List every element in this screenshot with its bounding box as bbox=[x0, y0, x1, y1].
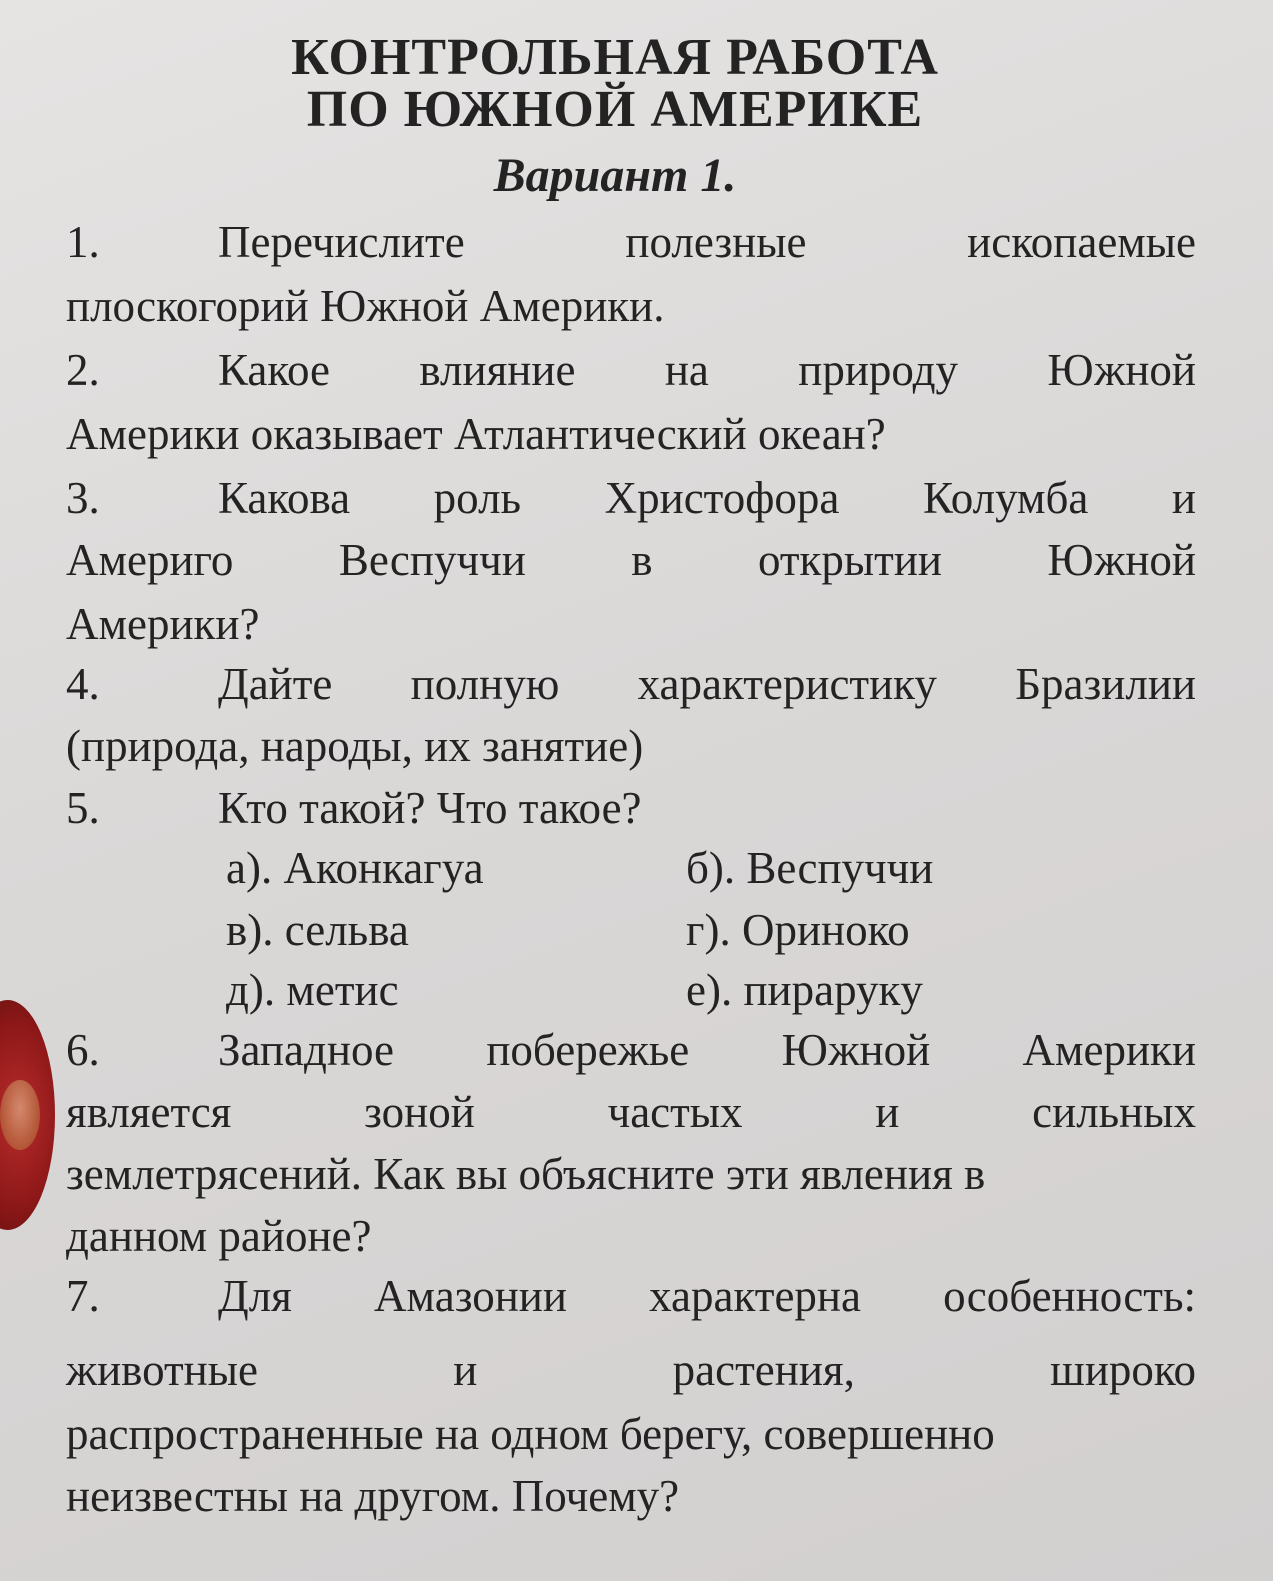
question-4-line-1: Дайте полную характеристику Бразилии bbox=[218, 659, 1196, 709]
question-3-line-3: Америки? bbox=[66, 599, 260, 649]
variant-heading: Вариант 1. bbox=[493, 149, 737, 202]
option-b: б). Веспуччи bbox=[686, 843, 934, 893]
question-5-line-1: Кто такой? Что такое? bbox=[218, 783, 642, 833]
question-1-line-2: плоскогорий Южной Америки. bbox=[66, 281, 665, 331]
question-7-line-3: распространенные на одном берегу, совершенно bbox=[66, 1409, 995, 1459]
title-line-1: КОНТРОЛЬНАЯ РАБОТА bbox=[291, 29, 939, 86]
question-3-line-2: Америго Веспуччи в открытии Южной bbox=[66, 535, 1196, 585]
question-7-number: 7. bbox=[66, 1271, 100, 1321]
question-1-number: 1. bbox=[66, 217, 100, 267]
question-7-line-1: Для Амазонии характерна особенность: bbox=[218, 1271, 1196, 1321]
title-line-2: ПО ЮЖНОЙ АМЕРИКЕ bbox=[306, 81, 924, 138]
question-6-line-1: Западное побережье Южной Америки bbox=[218, 1025, 1196, 1075]
question-3-line-1: Какова роль Христофора Колумба и bbox=[218, 473, 1196, 523]
question-4-number: 4. bbox=[66, 659, 100, 709]
option-v: в). сельва bbox=[226, 905, 409, 955]
question-2-line-1: Какое влияние на природу Южной bbox=[218, 345, 1196, 395]
option-g: г). Ориноко bbox=[686, 905, 910, 955]
question-6-line-2: является зоной частых и сильных bbox=[66, 1087, 1196, 1137]
question-4-line-2: (природа, народы, их занятие) bbox=[66, 721, 644, 771]
option-a: а). Аконкагуа bbox=[226, 843, 484, 893]
question-3-number: 3. bbox=[66, 473, 100, 523]
question-7-line-4: неизвестны на другом. Почему? bbox=[66, 1471, 680, 1521]
question-1-line-1: Перечислите полезные ископаемые bbox=[218, 217, 1196, 267]
option-e: е). пирарукy bbox=[686, 965, 923, 1015]
question-5-number: 5. bbox=[66, 783, 100, 833]
question-6-line-4: данном районе? bbox=[66, 1211, 372, 1261]
option-d: д). метис bbox=[226, 965, 399, 1015]
question-6-number: 6. bbox=[66, 1025, 100, 1075]
question-7-line-2: животные и растения, широко bbox=[66, 1345, 1196, 1395]
question-2-line-2: Америки оказывает Атлантический океан? bbox=[66, 409, 886, 459]
question-6-line-3: землетрясений. Как вы объясните эти явления в bbox=[66, 1149, 986, 1199]
question-2-number: 2. bbox=[66, 345, 100, 395]
finger-tip-shape bbox=[0, 1080, 40, 1150]
